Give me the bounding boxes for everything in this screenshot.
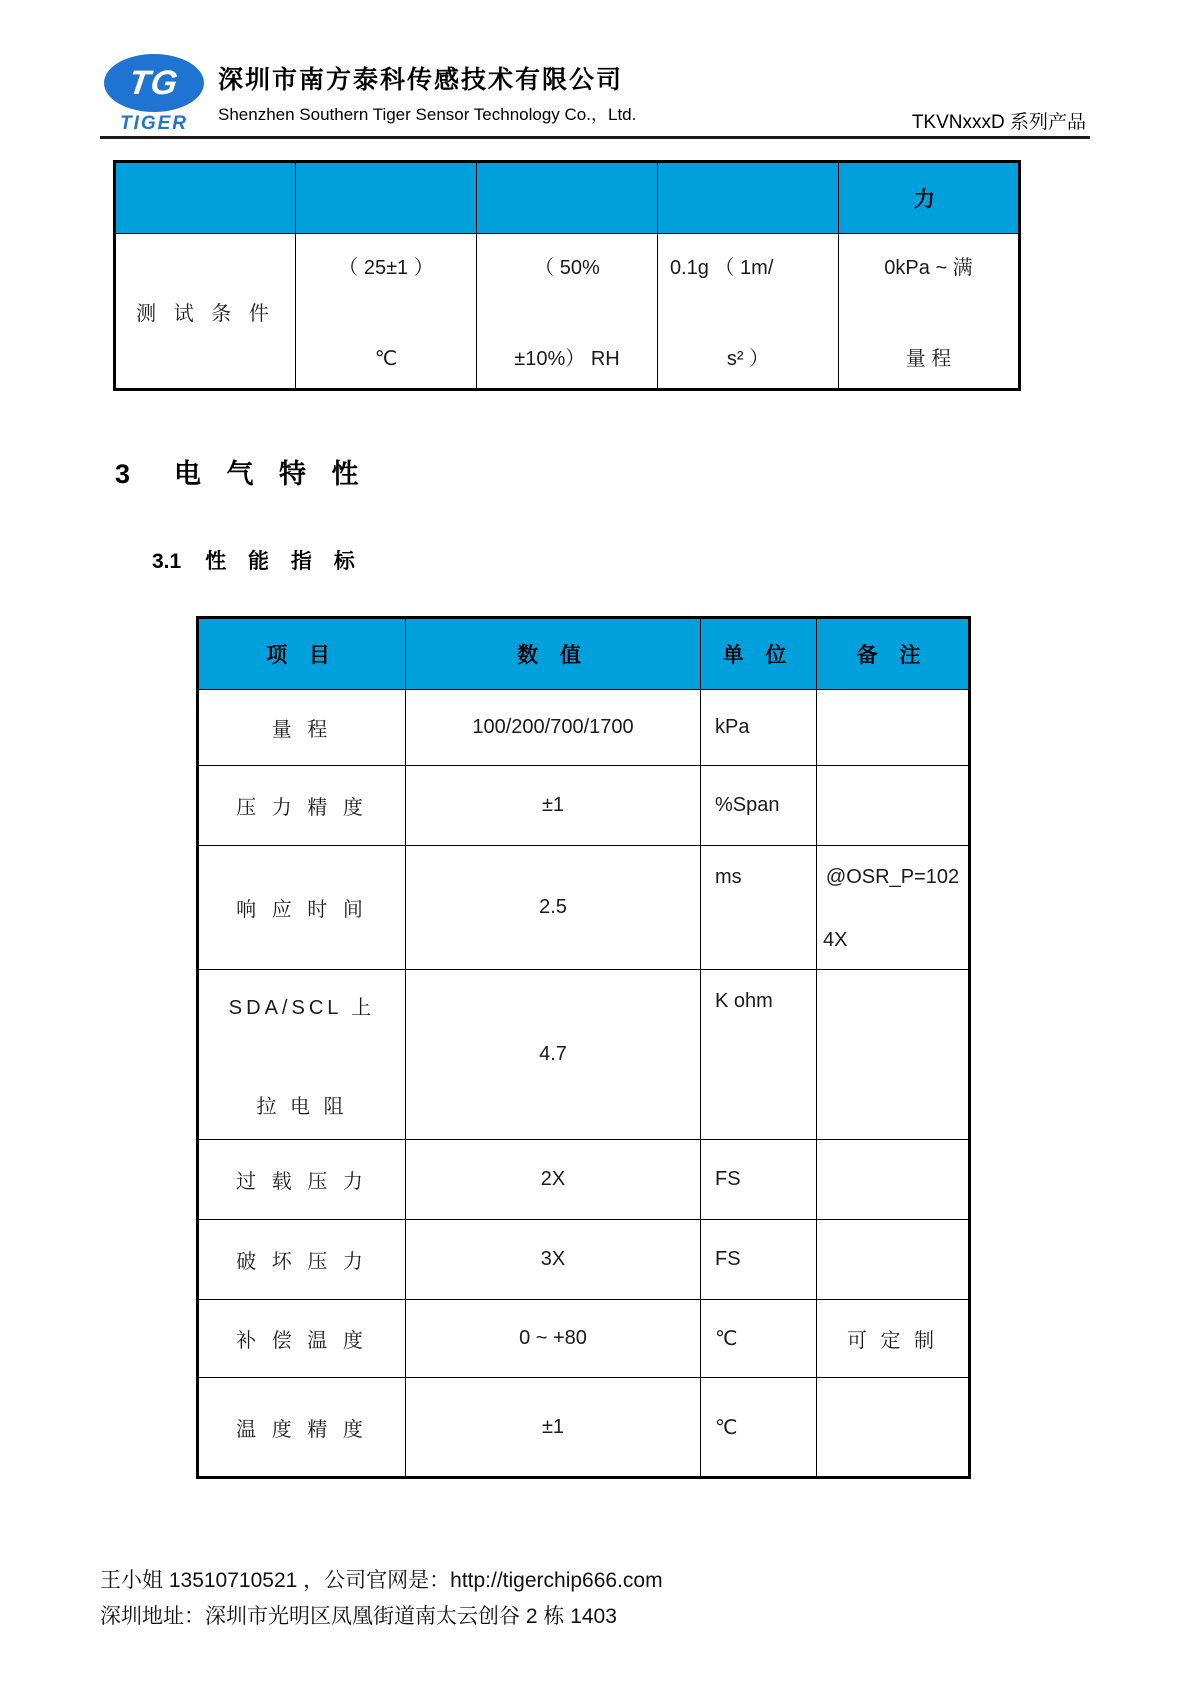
row-note: 可 定 制	[817, 1300, 970, 1378]
table-header-row	[115, 162, 1020, 234]
condition-pressure-line1: 0kPa ~ 满	[884, 257, 973, 279]
row-label-cell	[115, 234, 296, 390]
header-cell-unit: 单 位	[701, 618, 817, 690]
row-unit: %Span	[701, 766, 817, 846]
header-cell-empty-1	[115, 162, 296, 234]
subsection-heading	[152, 545, 363, 575]
row-item: 响 应 时 间	[198, 846, 406, 970]
condition-gravity-cell	[658, 234, 839, 390]
row-value: ±1	[406, 1378, 701, 1478]
table-row-pressure-accuracy	[198, 766, 970, 846]
row-item	[198, 970, 406, 1140]
row-item: 破 坏 压 力	[198, 1220, 406, 1300]
row-item: 温 度 精 度	[198, 1378, 406, 1478]
performance-table	[196, 616, 971, 1479]
condition-humidity-line1: （ 50%	[534, 257, 600, 279]
row-unit: kPa	[701, 690, 817, 766]
row-note	[817, 970, 970, 1140]
row-unit: K ohm	[701, 970, 817, 1140]
product-series-label: TKVNxxxD 系列产品	[911, 112, 1086, 133]
header-cell-empty-4	[658, 162, 839, 234]
page-header	[100, 52, 1090, 136]
row-value: 2X	[406, 1140, 701, 1220]
row-note	[817, 1220, 970, 1300]
company-name-en: Shenzhen Southern Tiger Sensor Technology Co.，Ltd.	[218, 105, 637, 124]
condition-gravity-line1: 0.1g （ 1m/	[670, 257, 774, 279]
table-row-compensated-temperature	[198, 1300, 970, 1378]
condition-pressure-cell	[839, 234, 1020, 390]
row-item: 量 程	[198, 690, 406, 766]
table-row-temperature-accuracy	[198, 1378, 970, 1478]
row-note	[817, 1378, 970, 1478]
footer-contact-line: 王小姐 13510710521 ，公司官网是：http://tigerchip666.com	[100, 1569, 663, 1592]
row-unit: FS	[701, 1140, 817, 1220]
row-unit: ℃	[701, 1300, 817, 1378]
header-cell-empty-2	[296, 162, 477, 234]
row-unit: FS	[701, 1220, 817, 1300]
subsection-number: 3.1	[152, 550, 182, 573]
table-row-burst-pressure	[198, 1220, 970, 1300]
header-cell-note: 备 注	[817, 618, 970, 690]
table-row-overload-pressure	[198, 1140, 970, 1220]
row-unit: ℃	[701, 1378, 817, 1478]
row-value: 3X	[406, 1220, 701, 1300]
tiger-logo-icon	[104, 54, 204, 112]
condition-humidity-cell	[477, 234, 658, 390]
condition-temperature-cell	[296, 234, 477, 390]
row-value: 100/200/700/1700	[406, 690, 701, 766]
item-line2: 拉 电 阻	[256, 1095, 348, 1118]
header-divider	[100, 136, 1090, 139]
row-unit: ms	[701, 846, 817, 970]
item-line1: SDA/SCL 上	[228, 996, 376, 1019]
company-logo	[100, 54, 208, 133]
row-note	[817, 690, 970, 766]
table-row-response-time	[198, 846, 970, 970]
condition-temp-unit: ℃	[374, 348, 398, 370]
section-heading	[115, 452, 368, 491]
row-item: 补 偿 温 度	[198, 1300, 406, 1378]
table-header-row	[198, 618, 970, 690]
row-note	[817, 1140, 970, 1220]
row-item: 压 力 精 度	[198, 766, 406, 846]
row-label: 测 试 条 件	[136, 302, 275, 325]
header-cell-pressure: 力	[839, 162, 1020, 234]
section-number: 3	[115, 459, 131, 489]
table-row	[115, 234, 1020, 390]
header-cell-value: 数 值	[406, 618, 701, 690]
table-row-range	[198, 690, 970, 766]
row-note	[817, 846, 970, 970]
row-value: 2.5	[406, 846, 701, 970]
logo-tiger-wordmark: TIGER	[119, 113, 189, 134]
test-conditions-table	[113, 160, 1021, 391]
row-value: 0 ~ +80	[406, 1300, 701, 1378]
header-cell-empty-3	[477, 162, 658, 234]
row-item: 过 载 压 力	[198, 1140, 406, 1220]
condition-humidity-line2: ±10%） RH	[514, 348, 620, 370]
subsection-title: 性 能 指 标	[205, 550, 363, 573]
note-line2: 4X	[823, 929, 848, 951]
section-title: 电 气 特 性	[174, 459, 368, 489]
page-footer	[100, 1563, 663, 1634]
footer-address-line: 深圳地址：深圳市光明区凤凰街道南太云创谷 2 栋 1403	[100, 1604, 617, 1628]
header-cell-item: 项 目	[198, 618, 406, 690]
logo-tg-monogram: TG	[126, 64, 182, 102]
row-value: ±1	[406, 766, 701, 846]
row-value: 4.7	[406, 970, 701, 1140]
condition-temp-value: （ 25±1 ）	[338, 257, 434, 279]
condition-gravity-line2: s² ）	[726, 348, 770, 370]
row-note	[817, 766, 970, 846]
condition-pressure-line2: 量 程	[905, 348, 952, 370]
table-row-pullup-resistor	[198, 970, 970, 1140]
company-name-cn: 深圳市南方泰科传感技术有限公司	[218, 66, 624, 94]
note-line1: @OSR_P=102	[825, 866, 960, 888]
